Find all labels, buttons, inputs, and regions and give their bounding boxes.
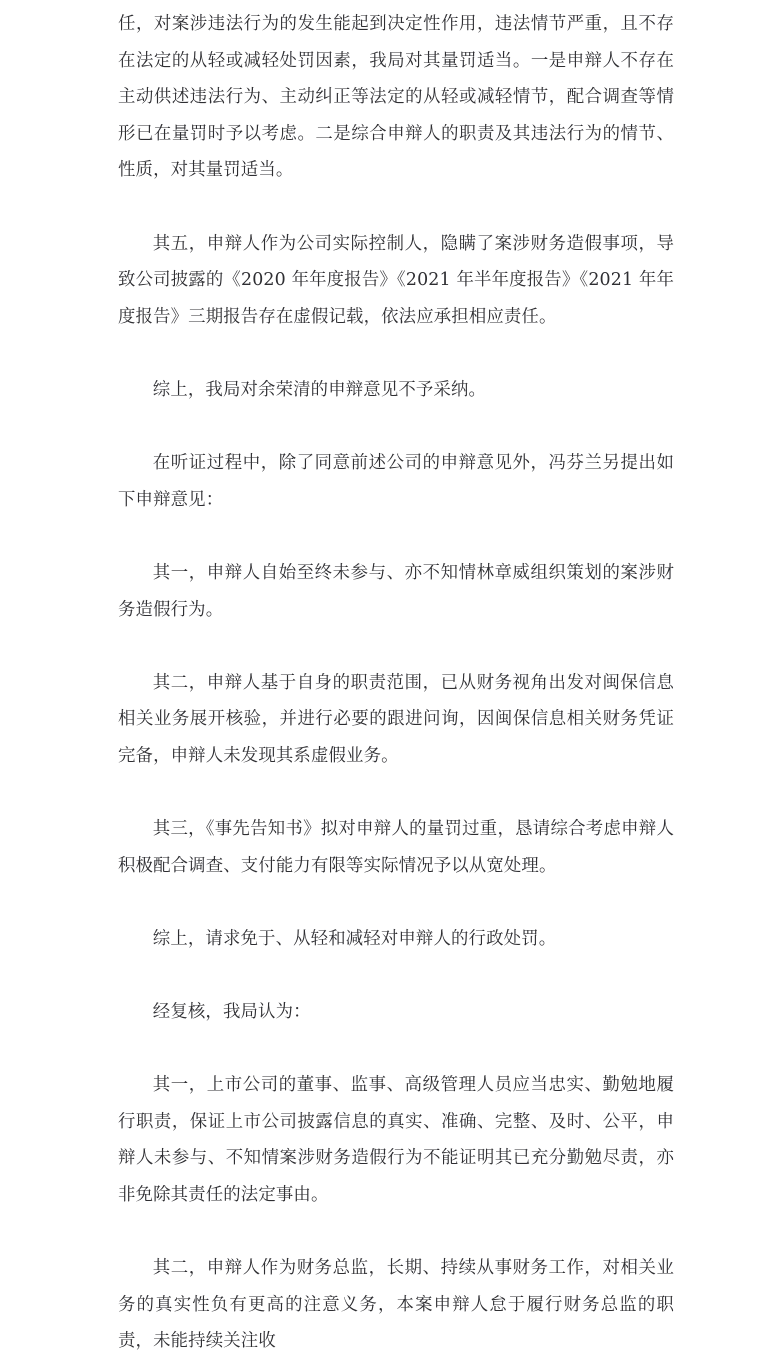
paragraph-hearing-fengfenlan-intro: 在听证过程中，除了同意前述公司的申辩意见外，冯芬兰另提出如下申辩意见：	[118, 453, 674, 510]
document-text-column	[118, 0, 674, 1360]
paragraph-defense-point-three: 其三，《事先告知书》拟对申辩人的量罚过重，恳请综合考虑申辩人积极配合调查、支付能力有限等实际情况予以从宽处理。	[118, 819, 674, 876]
paragraph-spacer	[118, 774, 674, 811]
paragraph-defense-point-two: 其二，申辩人基于自身的职责范围，已从财务视角出发对闽保信息相关业务展开核验，并进行必要的跟进问询，因闽保信息相关财务凭证完备，申辩人未发现其系虚假业务。	[118, 672, 674, 766]
paragraph-spacer	[118, 957, 674, 994]
paragraph-defense-point-five: 其五，申辩人作为公司实际控制人，隐瞒了案涉财务造假事项，导致公司披露的《2020 年年度报告》《2021 年半年度报告》《2021 年年度报告》三期报告存在虚假记载，依法应承担相应责任。	[118, 233, 674, 327]
paragraph-review-intro: 经复核，我局认为：	[152, 1002, 311, 1023]
paragraph-spacer	[118, 409, 674, 446]
paragraph-review-point-two: 其二，申辩人作为财务总监，长期、持续从事财务工作，对相关业务的真实性负有更高的注意义务，本案申辩人怠于履行财务总监的职责，未能持续关注收	[118, 1258, 674, 1352]
paragraph-spacer	[118, 884, 674, 921]
paragraph-spacer	[118, 1214, 674, 1251]
paragraph-defense-point-one: 其一，申辩人自始至终未参与、亦不知情林章威组织策划的案涉财务造假行为。	[118, 562, 674, 620]
paragraph-spacer	[118, 1031, 674, 1068]
paragraph-spacer	[118, 335, 674, 372]
paragraph-request-leniency: 综上，请求免于、从轻和减轻对申辩人的行政处罚。	[152, 928, 557, 949]
paragraph-review-point-one: 其一，上市公司的董事、监事、高级管理人员应当忠实、勤勉地履行职责，保证上市公司披露信息的真实、准确、完整、及时、公平，申辩人未参与、不知情案涉财务造假行为不能证明其已充分勤勉尽责，亦非免除其责任的法定事由。	[118, 1075, 674, 1205]
paragraph-spacer	[118, 628, 674, 665]
paragraph-spacer	[118, 189, 674, 226]
paragraph-conclusion-yurongqing: 综上，我局对余荣清的申辩意见不予采纳。	[152, 379, 487, 400]
paragraph-continuation: 任，对案涉违法行为的发生能起到决定性作用，违法情节严重，且不存在法定的从轻或减轻处罚因素，我局对其量罚适当。一是申辩人不存在主动供述违法行为、主动纠正等法定的从轻或减轻情节，配合调查等情形已在量罚时予以考虑。二是综合申辩人的职责及其违法行为的情节、性质，对其量罚适当。	[118, 14, 674, 181]
paragraph-spacer	[118, 518, 674, 555]
